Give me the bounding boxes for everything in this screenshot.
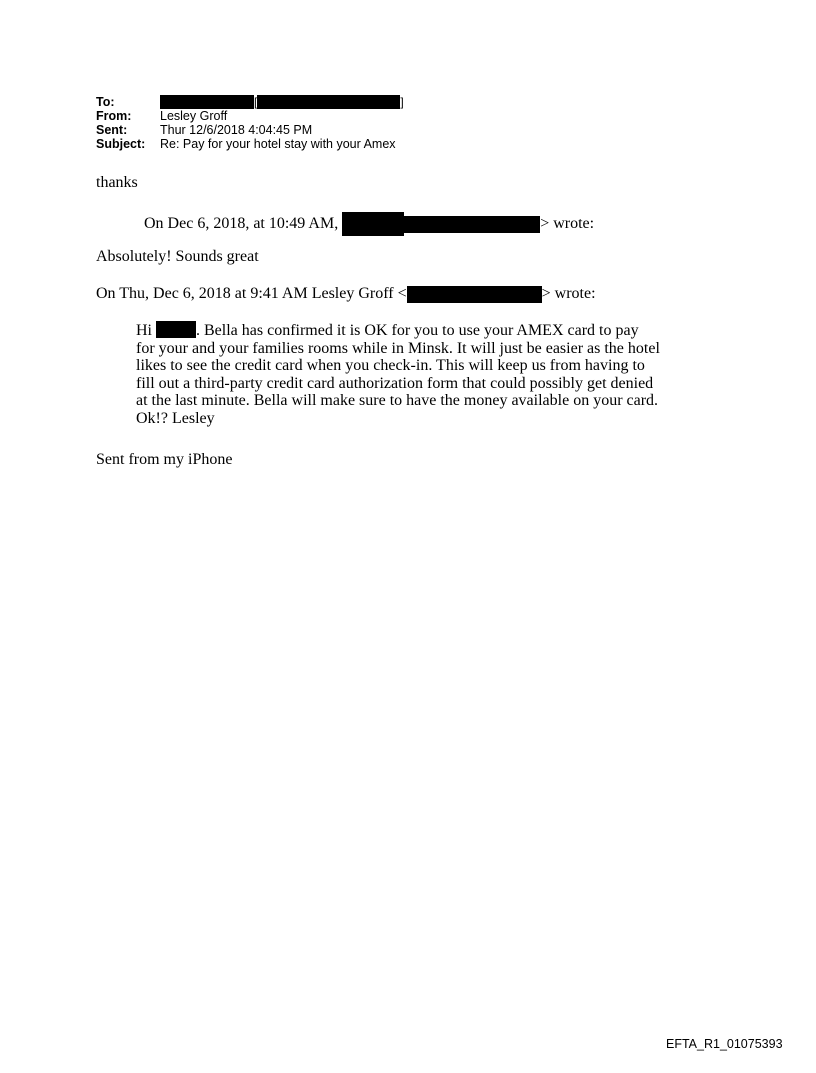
message-line: fill out a third-party credit card authorization form that could possibly get denied <box>136 374 654 392</box>
subject-row <box>96 137 404 151</box>
reply-text: thanks <box>96 174 138 191</box>
from-value: Lesley Groff <box>160 109 228 123</box>
signature: Sent from my iPhone <box>96 451 233 468</box>
to-open-bracket: [ <box>254 95 258 109</box>
to-label: To: <box>96 95 115 109</box>
redaction-to-name <box>160 95 254 109</box>
sent-value: Thur 12/6/2018 4:04:45 PM <box>160 123 313 137</box>
message-greeting: Hi <box>136 322 152 339</box>
bates-number: EFTA_R1_01075393 <box>666 1037 783 1051</box>
quote1-attribution <box>144 212 594 236</box>
message-line: at the last minute. Bella will make sure to have the money available on your card. <box>136 392 659 410</box>
to-value <box>160 95 404 109</box>
redaction-recipient-name <box>156 321 196 338</box>
email-header <box>96 95 404 151</box>
subject-label: Subject: <box>96 137 146 151</box>
sent-label: Sent: <box>96 123 128 137</box>
quote1-text: Absolutely! Sounds great <box>96 248 259 265</box>
sent-row <box>96 123 404 137</box>
quote2-attribution-suffix: > wrote: <box>541 285 596 302</box>
redaction-to-email <box>257 95 400 109</box>
quoted-message <box>136 321 676 428</box>
to-close-bracket: ] <box>400 95 404 109</box>
quote1-attribution-suffix: > wrote: <box>540 215 595 232</box>
message-line-text: . Bella has confirmed it is OK for you to use your AMEX card to pay <box>196 322 639 339</box>
message-line: for your and your families rooms while in Minsk. It will just be easier as the hotel <box>136 339 660 357</box>
from-row <box>96 109 404 123</box>
message-line: Ok!? Lesley <box>136 409 215 427</box>
message-line <box>136 321 676 340</box>
to-row <box>96 95 404 109</box>
subject-value: Re: Pay for your hotel stay with your Amex <box>160 137 396 151</box>
redaction-sender-name <box>342 212 404 236</box>
message-line: likes to see the credit card when you check-in. This will keep us from having to <box>136 357 645 375</box>
quote2-attribution-prefix: On Thu, Dec 6, 2018 at 9:41 AM Lesley Groff < <box>96 285 407 302</box>
redaction-recipient-email <box>407 286 542 303</box>
quote2-attribution <box>96 285 596 303</box>
redaction-sender-email <box>404 216 540 233</box>
from-label: From: <box>96 109 132 123</box>
quote1-attribution-prefix: On Dec 6, 2018, at 10:49 AM, <box>144 215 339 232</box>
